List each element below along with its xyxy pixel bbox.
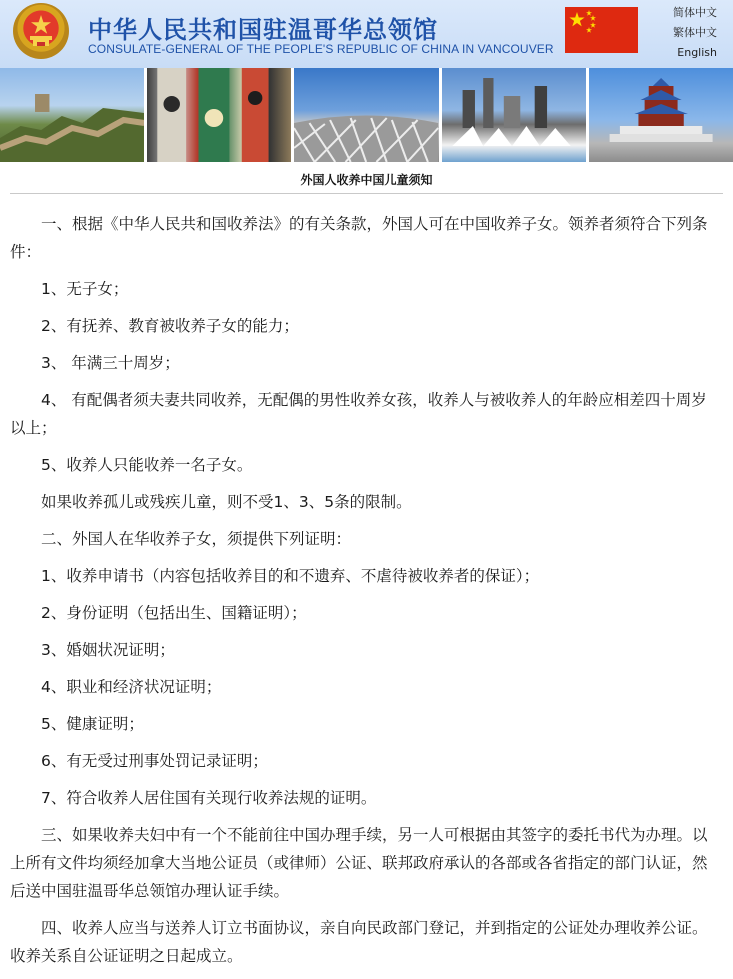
article-title: 外国人收养中国儿童须知	[300, 173, 433, 187]
document-item-2: 2、身份证明（包括出生、国籍证明）；	[41, 604, 307, 622]
condition-item-1: 1、无子女；	[41, 280, 129, 298]
vancouver-waterfront-photo	[442, 68, 586, 162]
consulate-title-chinese: 中华人民共和国驻温哥华总领馆	[88, 15, 438, 44]
lang-traditional-chinese-link[interactable]: 繁体中文	[673, 26, 717, 39]
language-switcher	[673, 3, 717, 63]
condition-item-4: 4、 有配偶者须夫妻共同收养，无配偶的男性收养女孩，收养人与被收养人的年龄应相差四十周岁以上；	[10, 391, 707, 437]
birds-nest-stadium-photo	[294, 68, 438, 162]
document-item-3: 3、婚姻状况证明；	[41, 641, 175, 659]
site-header	[0, 0, 733, 68]
title-divider	[10, 193, 723, 194]
article-body	[10, 210, 720, 979]
document-item-6: 6、有无受过刑事处罚记录证明；	[41, 752, 268, 770]
condition-exception-note: 如果收养孤儿或残疾儿童，则不受1、3、5条的限制。	[41, 493, 412, 511]
document-item-5: 5、健康证明；	[41, 715, 144, 733]
temple-of-heaven-photo	[589, 68, 733, 162]
section-one-intro: 一、根据《中华人民共和国收养法》的有关条款，外国人可在中国收养子女。领养者须符合下列条件：	[10, 215, 708, 261]
section-three: 三、如果收养夫妇中有一个不能前往中国办理手续，另一人可根据由其签字的委托书代为办理。以上所有文件均须经加拿大当地公证员（或律师）公证、联邦政府承认的各部或各省指定的部门认证，然后送中国驻温哥华总领馆办理认证手续。	[10, 826, 708, 900]
consulate-title-english: CONSULATE-GENERAL OF THE PEOPLE'S REPUBLIC OF CHINA IN VANCOUVER	[88, 42, 554, 56]
condition-item-3: 3、 年满三十周岁；	[41, 354, 180, 372]
document-item-4: 4、职业和经济状况证明；	[41, 678, 222, 696]
condition-item-5: 5、收养人只能收养一名子女。	[41, 456, 253, 474]
document-item-1: 1、收养申请书（内容包括收养目的和不遗弃、不虐待被收养者的保证）；	[41, 567, 540, 585]
photo-banner	[0, 68, 733, 162]
section-two-intro: 二、外国人在华收养子女，须提供下列证明：	[41, 530, 352, 548]
section-four: 四、收养人应当与送养人订立书面协议，亲自向民政部门登记，并到指定的公证处办理收养公证。 收养关系自公证证明之日起成立。	[10, 919, 708, 965]
condition-item-2: 2、有抚养、教育被收养子女的能力；	[41, 317, 299, 335]
lang-simplified-chinese-link[interactable]: 简体中文	[673, 6, 717, 19]
lang-english-link[interactable]: English	[677, 46, 717, 59]
national-emblem-icon	[13, 3, 69, 59]
china-flag-icon	[565, 7, 638, 53]
great-wall-photo	[0, 68, 144, 162]
totem-poles-photo	[147, 68, 291, 162]
document-item-7: 7、符合收养人居住国有关现行收养法规的证明。	[41, 789, 377, 807]
